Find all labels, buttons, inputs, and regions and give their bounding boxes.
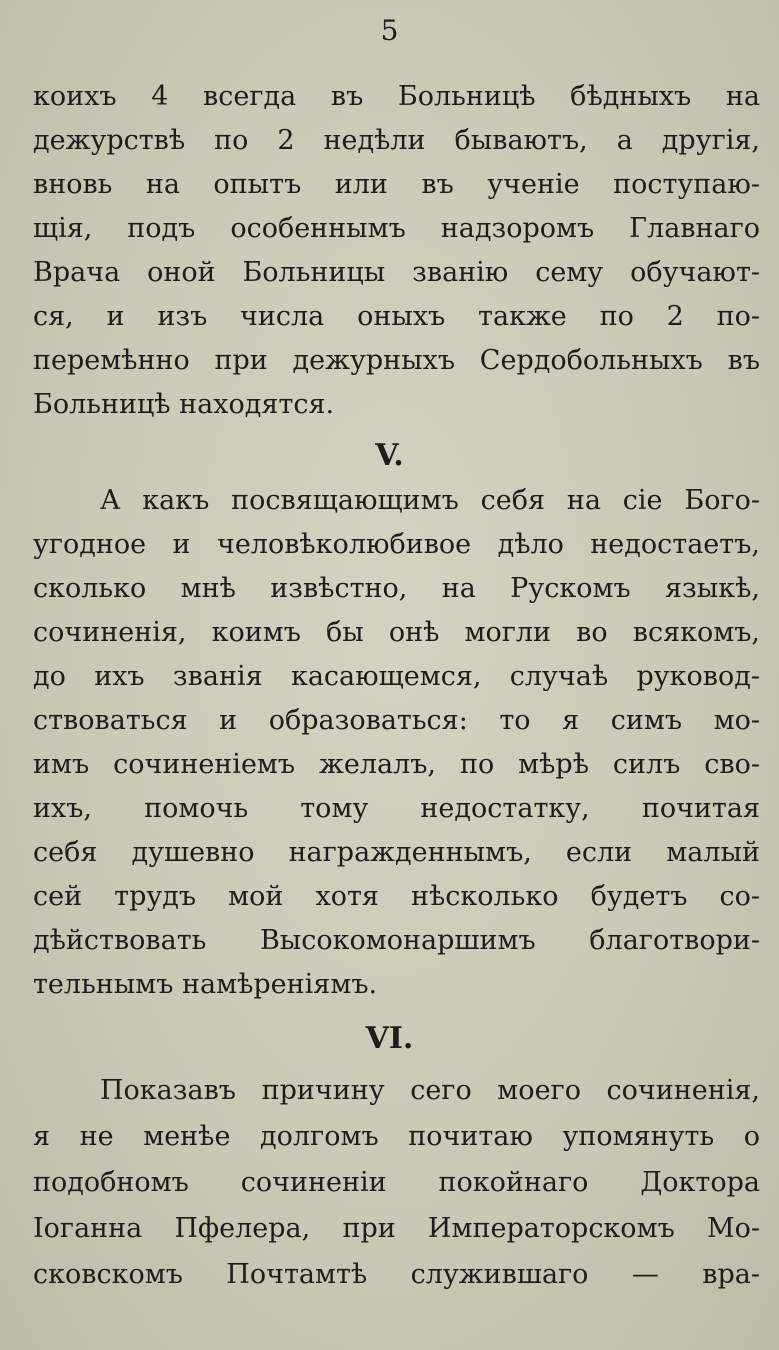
text-line: Больницѣ находятся. bbox=[33, 389, 335, 420]
text-line: ся, и изъ числа оныхъ также по 2 по- bbox=[33, 301, 760, 332]
text-line: коихъ 4 всегда въ Больницѣ бѣдныхъ на bbox=[33, 81, 760, 112]
text-line: сей трудъ мой хотя нѣсколько будетъ со- bbox=[33, 881, 760, 912]
text-line: дѣйствовать Высокомонаршимъ благотвори- bbox=[33, 925, 760, 956]
text-line: сковскомъ Почтамтѣ служившаго — вра- bbox=[33, 1259, 760, 1290]
text-line: сочиненія, коимъ бы онѣ могли во всякомъ, bbox=[33, 617, 760, 648]
text-line: вновь на опытъ или въ ученіе поступаю- bbox=[33, 169, 760, 200]
text-line: ствоваться и образоваться: то я симъ мо- bbox=[33, 705, 760, 736]
text-line: подобномъ сочиненіи покойнаго Доктора bbox=[33, 1167, 760, 1198]
text-line: А какъ посвящающимъ себя на сіе Бого- bbox=[100, 485, 760, 516]
text-line: я не менѣе долгомъ почитаю упомянуть о bbox=[33, 1121, 760, 1152]
page-number: 5 bbox=[380, 14, 399, 47]
text-line: Іоганна Пфелера, при Императорскомъ Мо- bbox=[33, 1213, 760, 1244]
text-line: Врача оной Больницы званію сему обучают- bbox=[33, 257, 760, 288]
text-line: тельнымъ намѣреніямъ. bbox=[33, 969, 378, 1000]
section-heading-v: V. bbox=[375, 438, 404, 473]
text-line: до ихъ званія касающемся, случаѣ руковод- bbox=[33, 661, 760, 692]
text-line: дежурствѣ по 2 недѣли бываютъ, а другія, bbox=[33, 125, 760, 156]
text-line: перемѣнно при дежурныхъ Сердобольныхъ въ bbox=[33, 345, 760, 376]
text-line: сколько мнѣ извѣстно, на Рускомъ языкѣ, bbox=[33, 573, 760, 604]
text-line: себя душевно награжденнымъ, если малый bbox=[33, 837, 760, 868]
text-line: щія, подъ особеннымъ надзоромъ Главнаго bbox=[33, 213, 760, 244]
section-heading-vi: VI. bbox=[365, 1021, 414, 1056]
text-line: Показавъ причину сего моего сочиненія, bbox=[100, 1075, 760, 1106]
text-line: имъ сочиненіемъ желалъ, по мѣрѣ силъ сво- bbox=[33, 749, 760, 780]
text-line: ихъ, помочь тому недостатку, почитая bbox=[33, 793, 760, 824]
text-line: угодное и человѣколюбивое дѣло недостаетъ, bbox=[33, 529, 760, 560]
